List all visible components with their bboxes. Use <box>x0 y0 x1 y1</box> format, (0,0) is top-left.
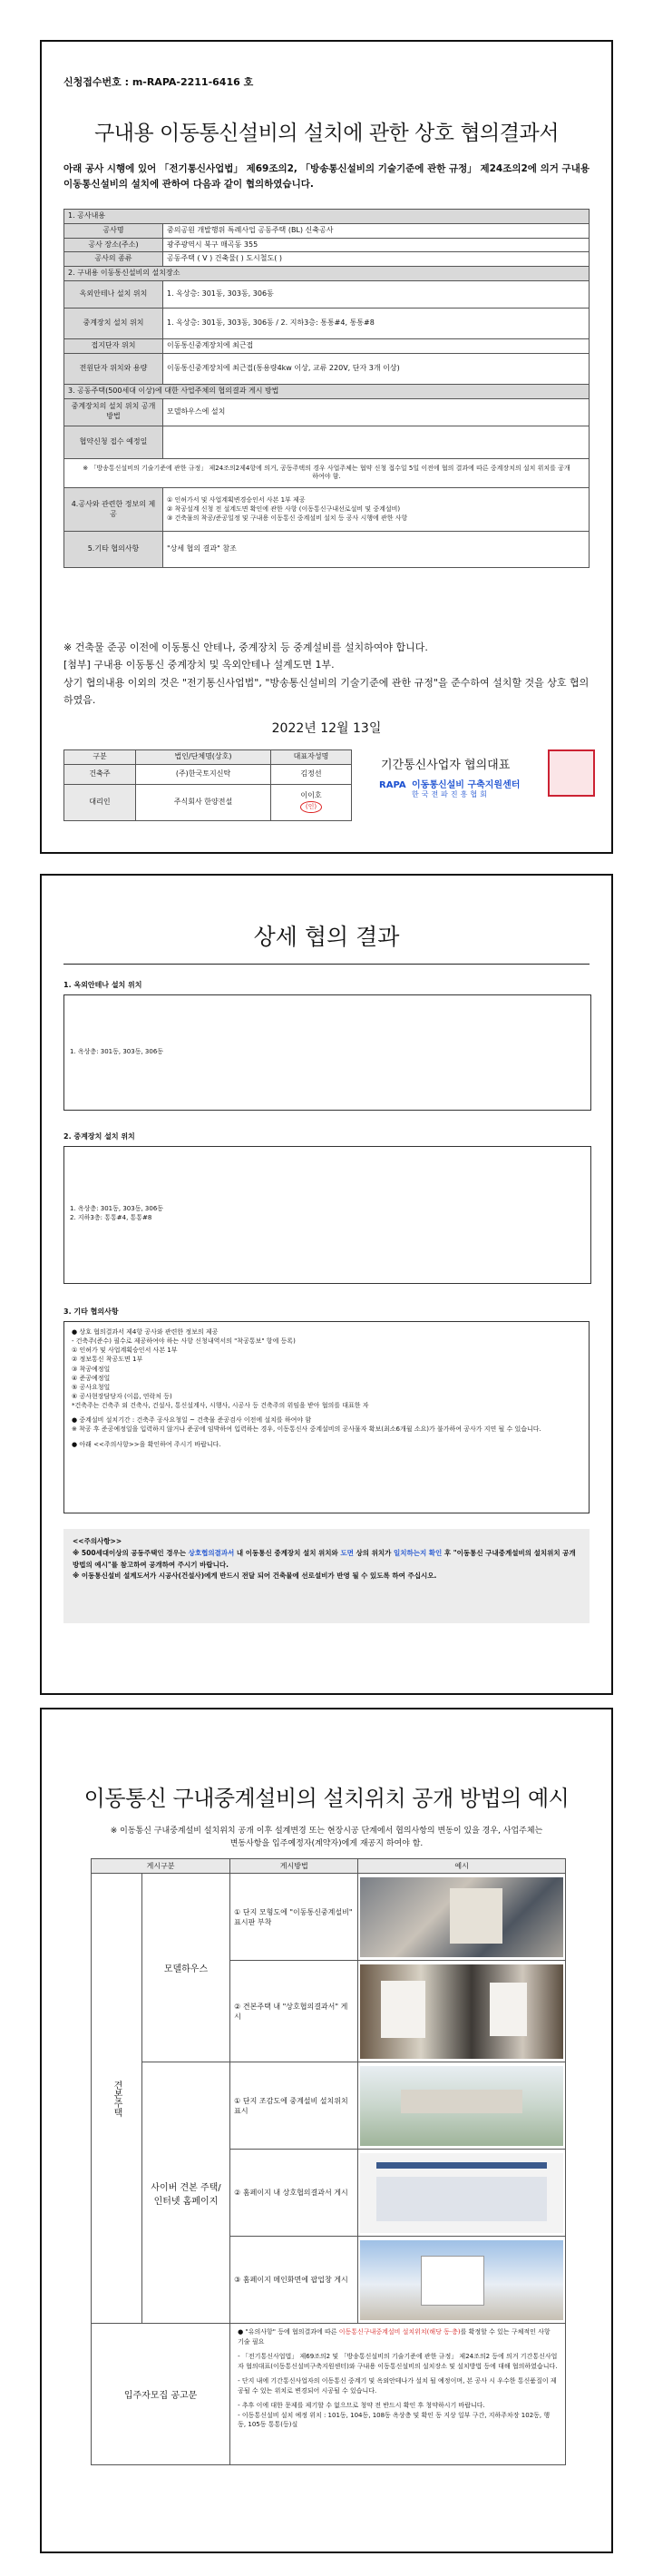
table-row <box>92 2324 566 2465</box>
example-photo <box>358 1874 566 1961</box>
divider <box>63 964 590 965</box>
antenna-location-box: 1. 옥상층: 301동, 303동, 306동 <box>63 994 591 1111</box>
table-row: 중계장치 설치 위치 1. 옥상층: 301동, 303동, 306동 / 2. 지하3층: 통통#4, 통통#8 <box>64 308 590 338</box>
table-row: 접지단자 위치 이동통신중계장치에 최근접 <box>64 338 590 353</box>
table-row: 전원단자 위치와 용량 이동통신중계장치에 최근접(통용량4kw 이상, 교류 220V, 단자 3개 이상) <box>64 353 590 384</box>
section-title: 2. 중계장치 설치 위치 <box>63 1132 135 1141</box>
table-row: 중계장치의 설치 위치 공개방법 모델하우스에 설치 <box>64 398 590 426</box>
page-title: 구내용 이동통신설비의 설치에 관한 상호 협의결과서 <box>94 122 559 145</box>
example-photo <box>358 2237 566 2324</box>
group-label: 사이버 견본 주택/ 인터넷 홈페이지 <box>141 2062 229 2324</box>
rapa-subname: 한국전파진흥협회 <box>412 790 490 798</box>
table-row: ③ 홈페이지 메인화면에 팝업창 게시 <box>92 2237 566 2324</box>
table-row: 공사명 중의공원 개발행위 특례사업 공동주택 (BL) 신축공사 <box>64 223 590 238</box>
table-row: ② 견본주택 내 "상호협의결과서" 게시 <box>92 1961 566 2062</box>
board-photo <box>360 1964 563 2059</box>
caution-title: <<주의사항>> <box>73 1537 122 1545</box>
popup-screenshot <box>360 2240 563 2320</box>
repeater-location-box: 1. 옥상층: 301동, 303동, 306동 2. 지하3층: 통통#4, 통통#8 <box>63 1146 591 1284</box>
caution-item: ※ 이동통신설비 설계도서가 시공사(건설사)에게 반드시 전달 되어 건축물에 선로설비가 반영 될 수 있도록 하여 주십시오. <box>73 1572 437 1581</box>
caution-item: ※ 500세대이상의 공동주택인 경우는 상호협의결과서 내 이동통신 중계장치 설치 위치와 도면 상의 위치가 일치하는지 확인 후 "이동통신 구내중계설비의 설치위치 공개 방법의 예시"를 참고하여 공개하여 주시기 바랍니다. <box>73 1548 576 1569</box>
table-row: 옥외안테나 설치 위치 1. 옥상층: 301동, 303동, 306동 <box>64 280 590 308</box>
example-photo <box>358 2150 566 2237</box>
table-row: 견본주택 모델하우스 ① 단지 모형도에 "이동통신중계설비" 표시판 부착 <box>92 1874 566 1961</box>
notice-text: ※ 건축물 준공 이전에 이동통신 안테나, 중계장치 등 중계설비를 설치하여야 합니다. [첨부] 구내용 이동통신 중계장치 및 옥외안테나 설계도면 1부. 상기 협의내용 이외의 것은 "전기통신사업법", "방송통신설비의 기술기준에 관한 규정"을 준수하여 설치할 것을 상호 협의하였음. <box>63 642 590 706</box>
section-header-1: 1. 공사내용 <box>64 210 590 224</box>
table-row: 사이버 견본 주택/ 인터넷 홈페이지 ① 단지 조감도에 중계설비 설치위치 표시 <box>92 2062 566 2150</box>
page-subtitle: ※ 이동통신 구내중계설비 설치위치 공개 이후 설계변경 또는 현장시공 단계에서 협의사항의 변동이 있을 경우, 사업주체는 변동사항을 입주예정자(계약자)에게 재공지 하여야 함. <box>110 1827 543 1848</box>
group-label: 입주자모집 공고문 <box>92 2324 230 2465</box>
table-row: ② 홈페이지 내 상호협의결과서 게시 <box>92 2150 566 2237</box>
detailed-result-page <box>40 874 613 1695</box>
group-label: 모델하우스 <box>141 1874 229 2062</box>
other-matters-box: ● 상호 협의결과서 제4항 공사와 관련한 정보의 제공 - 건축주(준수) 필수로 제공하여야 하는 사항 신청내역서의 "착공통보" 항에 등록) ① 인허가 및 사업계획승인서 사본 1부 ② 정보통신 착공도면 1부 ③ 착공예정일 ④ 준공예정일 ⑤ 공사요청일 ⑥ 공사현장담당자 (이름, 연락처 등) *건축주는 건축주 외 건축사, 건설사, 통신설계사, 시행사, 시공사 등 건축주의 위임을 받아 협의를 대표한 자 ● 중계설비 설치기간 : 건축주 공사요청일 ~ 건축물 준공검사 이전에 설치를 하여야 함 ※ 착공 후 준공예정일을 입력하지 않거나 준공에 임박하여 입력하는 경우, 이동통신사 중계설비의 공사물자 확보(최소6개월 소요)가 불가하여 공사가 지연 될 수 있습니다. ● 아래 <<주의사항>>을 확인하여 주시기 바랍니다. <box>63 1321 590 1513</box>
table-row: 대리인 주식회사 한양전설 이이호 (인) <box>64 784 352 820</box>
table-row: 공사의 종류 공동주택 ( V ) 건축물( ) 도시철도( ) <box>64 252 590 267</box>
info-provision-list: ① 인허가서 및 사업계획변경승인서 사본 1부 제공 ② 착공설계 신청 전 설계도면 확인에 관한 사항 (이동통신구내선로설비 및 중계설비) ③ 건축물의 착공/준공일정 및 구내용 이동통신 중계설비 설치 등 공사 시행에 관한 사항 <box>163 488 590 532</box>
notice-guide: ● "유의사항" 등에 협의결과에 따른 이동통신구내중계설비 설치위치(해당 동·층)를 확정할 수 있는 구체적인 사항 기술 필요 - 「전기통신사업법」 제69조의2 및 「방송통신설비의 기술기준에 관한 규정」 제24조의2 등에 의거 기간통신사업자 협의대표(이동통신설비구축지원센터)와 구내용 이동통신설비의 설치장소 및 설치방법 등에 대해 협의하였습니다. - 단지 내에 기간통신사업자의 이동통신 중계기 및 옥외안테나가 설치 될 예정이며, 본 공사 시 우수한 통신품질이 제공될 수 있는 위치로 변경되어 시공될 수 있습니다. - 추후 이에 대한 문제를 제기할 수 없으므로 청약 전 반드시 확인 후 청약하시기 바랍니다. - 이동통신설비 설치 예정 위치 : 101동, 104동, 108동 옥상층 및 확인 동 지상 일부 구간, 지하주차장 102동, 행동, 105동 통통(등)실 <box>230 2324 566 2465</box>
disclosure-table: 게시구분 게시방법 예시 견본주택 모델하우스 ① 단지 모형도에 "이동통신중계설비" 표시판 부착 ② 견본주택 내 "상호협의결과서" 게시 사이버 견본 주택/ 인터넷 홈페이지 ① 단지 조감도에 중계설비 설치위치 표시 ② 홈페이지 내 상호협의결과서 게시 ③ 홈페이지 메인화면에 팝업창 게시 입주자모집 공고문 ● "유의사항" 등에 협의결과에 따른 이동통신구내중계설비 설치위치(해당 동·층)를 확정할 수 있는 구체적인 사항 기술 필요 - 「전기통신사업법」 제69조의2 및 「방송통신설비의 기술기준에 관한 규정」 제24조의2 등에 의거 기간통신사업자 협의대표(이동통신설비구축지원센터)와 구내용 이동통신설비의 설치장소 및 설치방법 등에 대해 협의하였습니다. - 단지 내에 기간통신사업자의 이동통신 중계기 및 옥외안테나가 설치 될 예정이며, 본 공사 시 우수한 통신품질이 제공될 수 있는 위치로 변경되어 시공될 수 있습니다. - 추후 이에 대한 문제를 제기할 수 없으므로 청약 전 반드시 확인 후 청약하시기 바랍니다. - 이동통신설비 설치 예정 위치 : 101동, 104동, 108동 옥상층 및 확인 동 지상 일부 구간, 지하주차장 102동, 행동, 105동 통통(등)실 <box>91 1858 566 2465</box>
table-row: 4.공사와 관련한 정보의 제공 ① 인허가서 및 사업계획변경승인서 사본 1부 제공 ② 착공설계 신청 전 설계도면 확인에 관한 사항 (이동통신구내선로설비 및 중계설비) ③ 건축물의 착공/준공일정 및 구내용 이동통신 중계설비 설치 등 공사 시행에 관한 사항 <box>64 488 590 532</box>
example-photo <box>358 1961 566 2062</box>
group-label: 견본주택 <box>92 1874 142 2324</box>
disclosure-method-page <box>40 1708 613 2553</box>
section-header-3: 3. 공동주택(500세대 이상)에 대한 사업주체의 협의결과 게시 방법 <box>64 384 590 398</box>
model-photo <box>360 1877 563 1957</box>
page-title: 이동통신 구내중계설비의 설치위치 공개 방법의 예시 <box>83 1786 570 1811</box>
table-row: 협약신청 접수 예정일 <box>64 426 590 458</box>
section-title: 1. 옥외안테나 설치 위치 <box>63 981 142 989</box>
section-3-note: ※ 「방송통신설비의 기술기준에 관한 규정」 제24조의2제4항에 의거, 공동주택의 경우 사업주체는 협약 신청 접수일 5일 이전에 협의 결과에 따른 중계장치의 설치 위치를 공개하여야 함. <box>64 458 590 488</box>
example-photo <box>358 2062 566 2150</box>
seal-stamp: (인) <box>300 801 322 813</box>
agreement-table <box>63 209 590 568</box>
council-representative: 기간통신사업자 협의대표 <box>381 759 511 772</box>
section-title: 3. 기타 협의사항 <box>63 1308 119 1316</box>
official-seal <box>548 749 595 797</box>
table-row: 5.기타 협의사항 "상세 협의 결과" 참조 <box>64 532 590 568</box>
table-row: 공사 장소(주소) 광주광역시 북구 매곡동 355 <box>64 238 590 252</box>
birdview-image <box>360 2066 563 2146</box>
rapa-logo: RAPA <box>379 780 406 790</box>
caution-box <box>63 1529 590 1623</box>
section-header-2: 2. 구내용 이동통신설비의 설치장소 <box>64 267 590 281</box>
agreement-date: 2022년 12월 13일 <box>271 721 382 736</box>
receipt-number: 신청접수번호 : m-RAPA-2211-6416 호 <box>63 76 254 88</box>
intro-paragraph: 아래 공사 시행에 있어 「전기통신사업법」 제69조의2, 「방송통신설비의 기술기준에 관한 규정」 제24조의2에 의거 구내용 이동통신설비의 설치에 관하여 다음과 같이 협의하였습니다. <box>63 163 590 190</box>
homepage-screenshot <box>360 2153 563 2233</box>
signature-table: 구분 법인/단체명(상호) 대표자성명 건축주 (주)한국토지신탁 김정선 대리인 주식회사 한양전설 이이호 (인) <box>63 749 352 821</box>
table-row: 건축주 (주)한국토지신탁 김정선 <box>64 764 352 784</box>
page-title: 상세 협의 결과 <box>253 924 400 950</box>
rapa-name: 이동통신설비 구축지원센터 <box>412 780 521 790</box>
agreement-result-page <box>40 40 613 854</box>
